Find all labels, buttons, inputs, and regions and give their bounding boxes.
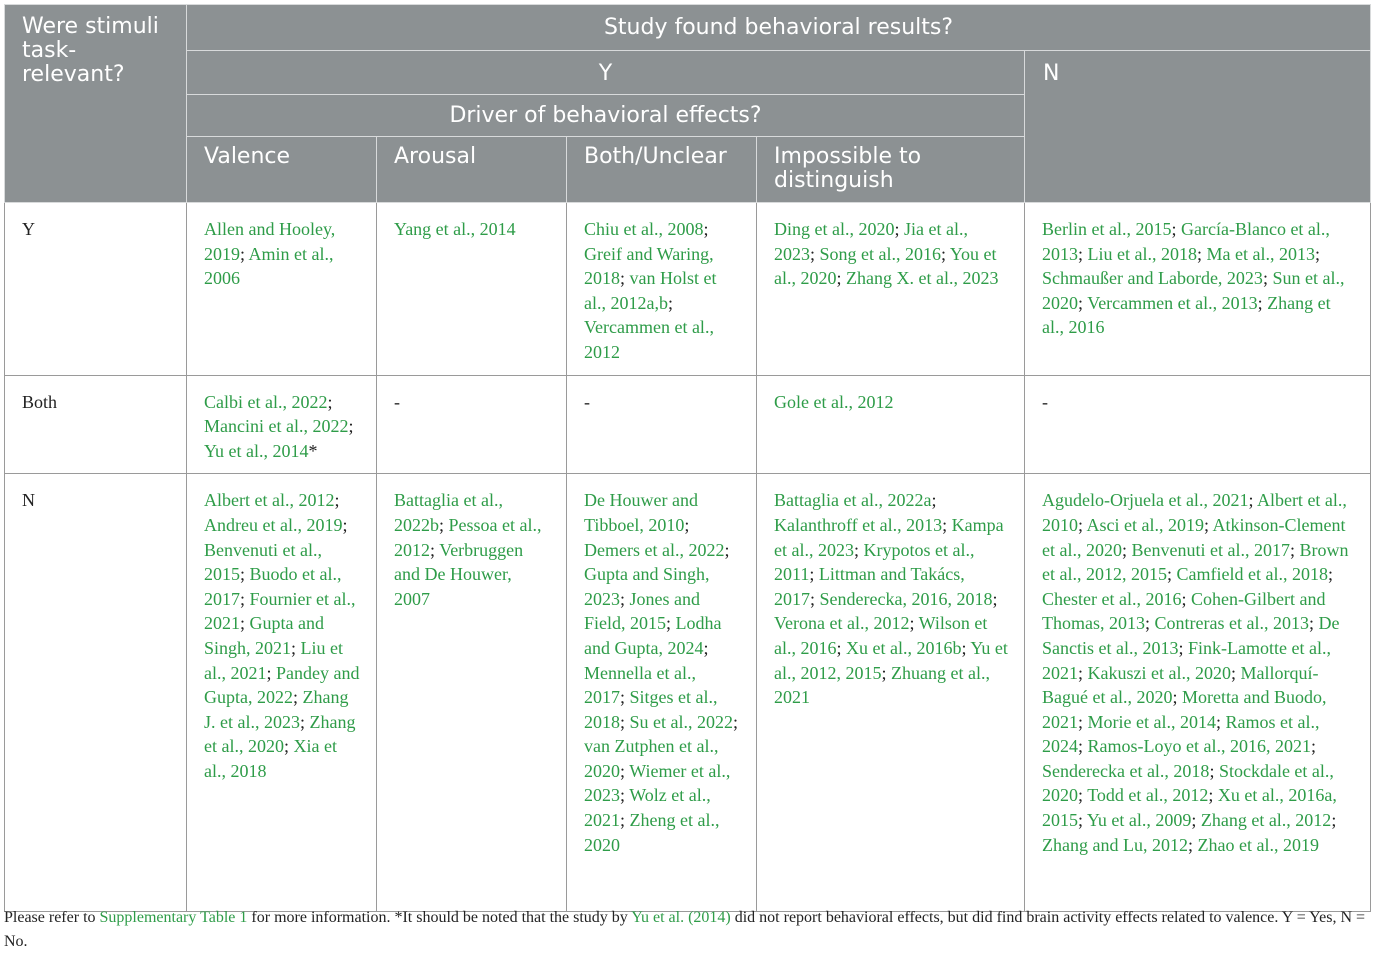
reference-link[interactable]: Battaglia et al., 2022b [394,490,503,535]
reference-link[interactable]: Zhang and Lu, 2012 [1042,834,1188,855]
reference-link[interactable]: Todd et al., 2012 [1087,785,1209,806]
reference-link[interactable]: Su et al., 2022 [629,711,734,732]
reference-link[interactable]: García-Blanco et al., 2013 [1042,219,1330,264]
row-label: Both [5,375,187,474]
cell-arousal: - [377,375,567,474]
reference-link[interactable]: Amin et al., 2006 [204,243,334,289]
reference-link[interactable]: Yu et al., 2014 [204,440,309,461]
cell-impossible: Battaglia et al., 2022a; Kalanthroff et al., 2013; Kampa et al., 2023; Krypotos et al., 2011; Littman and Takács, 2017; Senderecka, 2016, 2018; Verona et al., 2012; Wilson et al., 2016; Xu et al., 2016b; Yu et al., 2012, 2015; Zhuang et al., 2021 [757,474,1025,912]
reference-link[interactable]: Buodo et al., 2017 [204,564,342,609]
reference-link[interactable]: Allen and Hooley, 2019 [204,219,336,264]
reference-link[interactable]: Ma et al., 2013 [1206,243,1315,264]
supplementary-table-link[interactable]: Supplementary Table 1 [99,909,248,926]
reference-link[interactable]: Zhang et al., 2012 [1200,810,1332,831]
yu-2014-link[interactable]: Yu et al. (2014) [631,909,731,926]
table-row [5,474,1371,912]
reference-link[interactable]: Krypotos et al., 2011 [774,539,975,585]
cell-arousal [377,203,567,376]
cell-both-unclear: De Houwer and Tibboel, 2010; Demers et al., 2022; Gupta and Singh, 2023; Jones and Field, 2015; Lodha and Gupta, 2024; Mennella et al., 2017; Sitges et al., 2018; Su et al., 2022; van Zutphen et al., 2020; Wiemer et al., 2023; Wolz et al., 2021; Zheng et al., 2020 [567,474,757,912]
reference-link[interactable]: Senderecka et al., 2018 [1042,760,1210,781]
reference-link[interactable]: Atkinson-Clement et al., 2020 [1042,514,1346,560]
table-footnote [4,906,1370,954]
reference-link[interactable]: You et al., 2020 [774,243,997,289]
reference-link[interactable]: Ramos-Loyo et al., 2016, 2021 [1087,736,1311,757]
results-table-container [4,4,1370,912]
reference-link[interactable]: Yu et al., 2009 [1086,810,1192,831]
reference-link[interactable]: Ramos et al., 2024 [1042,711,1320,757]
reference-link[interactable]: Gupta and Singh, 2023 [584,564,710,609]
cell-valence: Allen and Hooley, 2019; Amin et al., 2006 [187,203,377,376]
reference-link[interactable]: Wolz et al., 2021 [584,785,711,831]
results-table [4,4,1371,912]
reference-link[interactable]: Zhang J. et al., 2023 [204,687,349,732]
reference-link[interactable]: Chiu et al., 2008 [584,219,704,239]
header-impossible: Impossible to distinguish [757,137,1025,203]
reference-link[interactable]: Liu et al., 2021 [204,637,344,683]
reference-link[interactable]: Ding et al., 2020 [774,219,895,239]
reference-link[interactable]: Battaglia et al., 2022a [774,490,932,511]
reference-link[interactable]: Xu et al., 2016a, 2015 [1042,785,1337,831]
header-valence: Valence [187,137,377,203]
footnote-text-2: for more information. *It should be noted that the study by [247,909,632,926]
reference-link[interactable]: Albert et al., 2012 [204,490,335,511]
reference-link[interactable]: Yang et al., 2014 [394,219,516,239]
reference-link[interactable]: Andreu et al., 2019 [204,514,343,535]
reference-link[interactable]: De Houwer and Tibboel, 2010 [584,490,698,535]
reference-link[interactable]: Kakuszi et al., 2020 [1087,662,1231,683]
reference-link[interactable]: Calbi et al., 2022 [204,391,328,412]
reference-link[interactable]: Benvenuti et al., 2017 [1131,539,1290,560]
reference-link[interactable]: Kampa et al., 2023 [774,514,1004,560]
cell-both-unclear: Chiu et al., 2008; Greif and Waring, 2018; van Holst et al., 2012a,b; Vercammen et al., 2012 [567,203,757,376]
cell-no-results: - [1025,375,1371,474]
reference-link[interactable]: Littman and Takács, 2017 [774,564,965,609]
header-study-found: Study found behavioral results? [187,5,1371,51]
cell-valence: Calbi et al., 2022; Mancini et al., 2022; Yu et al., 2014* [187,375,377,474]
reference-link[interactable]: Agudelo-Orjuela et al., 2021 [1042,490,1249,511]
reference-link[interactable]: Greif and Waring, 2018 [584,243,714,289]
reference-link[interactable]: Jia et al., 2023 [774,219,968,264]
reference-link[interactable]: Zhang et al., 2016 [1042,292,1331,338]
footnote-marker: * [308,440,318,461]
footnote-text-3: did not report behavioral effects, but did find brain activity effects related to valence. Y = Yes, N = No. [4,909,1366,950]
header-y: Y [187,51,1025,95]
reference-link[interactable]: Pandey and Gupta, 2022 [204,662,360,708]
table-row [5,203,1371,376]
cell-impossible [757,375,1025,474]
table-row [5,375,1371,474]
reference-link[interactable]: Jones and Field, 2015 [584,588,701,634]
reference-link[interactable]: Lodha and Gupta, 2024 [584,613,722,658]
reference-link[interactable]: Yu et al., 2012, 2015 [774,637,1008,683]
reference-link[interactable]: Albert et al., 2010 [1042,490,1347,535]
reference-link[interactable]: Contreras et al., 2013 [1154,613,1309,634]
reference-link[interactable]: Verbruggen and De Houwer, 2007 [394,539,524,609]
reference-link[interactable]: De Sanctis et al., 2013 [1042,613,1340,658]
cell-no-results: Agudelo-Orjuela et al., 2021; Albert et al., 2010; Asci et al., 2019; Atkinson-Clement et al., 2020; Benvenuti et al., 2017; Brown et al., 2012, 2015; Camfield et al., 2018; Chester et al., 2016; Cohen-Gilbert and Thomas, 2013; Contreras et al., 2013; De Sanctis et al., 2013; Fink-Lamotte et al., 2021; Kakuszi et al., 2020; Mallorquí-Bagué et al., 2020; Moretta and Buodo, 2021; Morie et al., 2014; Ramos et al., 2024; Ramos-Loyo et al., 2016, 2021; Senderecka et al., 2018; Stockdale et al., 2020; Todd et al., 2012; Xu et al., 2016a, 2015; Yu et al., 2009; Zhang et al., 2012; Zhang and Lu, 2012; Zhao et al., 2019 [1025,474,1371,912]
reference-link[interactable]: Benvenuti et al., 2015 [204,539,322,585]
reference-link[interactable]: van Zutphen et al., 2020 [584,736,719,781]
cell-valence: Albert et al., 2012; Andreu et al., 2019; Benvenuti et al., 2015; Buodo et al., 2017; Fournier et al., 2021; Gupta and Singh, 2021; Liu et al., 2021; Pandey and Gupta, 2022; Zhang J. et al., 2023; Zhang et al., 2020; Xia et al., 2018 [187,474,377,912]
reference-link[interactable]: Wilson et al., 2016 [774,613,988,658]
reference-link[interactable]: Fournier et al., 2021 [204,588,356,634]
reference-link[interactable]: Zhang et al., 2020 [204,711,356,757]
header-both-unclear: Both/Unclear [567,137,757,203]
reference-link[interactable]: Wiemer et al., 2023 [584,760,731,806]
header-stimuli-task-relevant: Were stimuli task-relevant? [5,5,187,203]
header-driver: Driver of behavioral effects? [187,95,1025,137]
reference-link[interactable]: Asci et al., 2019 [1086,514,1204,535]
reference-link[interactable]: Stockdale et al., 2020 [1042,760,1334,806]
reference-link[interactable]: Berlin et al., 2015 [1042,219,1172,239]
reference-link[interactable]: Vercammen et al., 2012 [584,317,714,362]
reference-link[interactable]: Brown et al., 2012, 2015 [1042,539,1349,585]
reference-link[interactable]: Vercammen et al., 2013 [1087,292,1258,313]
reference-link[interactable]: Morie et al., 2014 [1087,711,1216,732]
reference-link[interactable]: Chester et al., 2016 [1042,588,1182,609]
reference-link[interactable]: Demers et al., 2022 [584,539,725,560]
header-n: N [1025,51,1371,203]
reference-link[interactable]: Zheng et al., 2020 [584,810,720,855]
row-label: N [5,474,187,912]
reference-link[interactable]: Sun et al., 2020 [1042,268,1345,313]
reference-link[interactable]: Gole et al., 2012 [774,391,894,412]
reference-link[interactable]: Moretta and Buodo, 2021 [1042,687,1327,732]
reference-link[interactable]: Mallorquí-Bagué et al., 2020 [1042,662,1319,708]
reference-link[interactable]: Zhuang et al., 2021 [774,662,990,708]
reference-link[interactable]: Xu et al., 2016b [846,637,962,658]
header-arousal: Arousal [377,137,567,203]
cell-no-results: Berlin et al., 2015; García-Blanco et al., 2013; Liu et al., 2018; Ma et al., 2013; Schmaußer and Laborde, 2023; Sun et al., 2020; Vercammen et al., 2013; Zhang et al., 2016 [1025,203,1371,376]
reference-link[interactable]: Mennella et al., 2017 [584,662,696,708]
reference-link[interactable]: van Holst et al., 2012a,b [584,268,717,313]
reference-link[interactable]: Verona et al., 2012 [774,613,910,634]
reference-link[interactable]: Cohen-Gilbert and Thomas, 2013 [1042,588,1326,634]
reference-link[interactable]: Liu et al., 2018 [1087,243,1197,264]
reference-link[interactable]: Kalanthroff et al., 2013 [774,514,943,535]
reference-link[interactable]: Schmaußer and Laborde, 2023 [1042,268,1263,289]
row-label: Y [5,203,187,376]
cell-impossible: Ding et al., 2020; Jia et al., 2023; Song et al., 2016; You et al., 2020; Zhang X. et al., 2023 [757,203,1025,376]
cell-both-unclear: - [567,375,757,474]
reference-link[interactable]: Zhao et al., 2019 [1197,834,1319,855]
reference-link[interactable]: Song et al., 2016 [819,243,942,264]
reference-link[interactable]: Camfield et al., 2018 [1176,564,1328,585]
reference-link[interactable]: Xia et al., 2018 [204,736,337,781]
reference-link[interactable]: Pessoa et al., 2012 [394,514,542,560]
reference-link[interactable]: Sitges et al., 2018 [584,687,718,732]
cell-arousal: Battaglia et al., 2022b; Pessoa et al., 2012; Verbruggen and De Houwer, 2007 [377,474,567,912]
reference-link[interactable]: Mancini et al., 2022 [204,416,349,437]
reference-link[interactable]: Fink-Lamotte et al., 2021 [1042,637,1331,683]
footnote-text-1: Please refer to [4,909,100,926]
reference-link[interactable]: Gupta and Singh, 2021 [204,613,324,658]
reference-link[interactable]: Zhang X. et al., 2023 [846,268,999,289]
reference-link[interactable]: Senderecka, 2016, 2018 [819,588,993,609]
